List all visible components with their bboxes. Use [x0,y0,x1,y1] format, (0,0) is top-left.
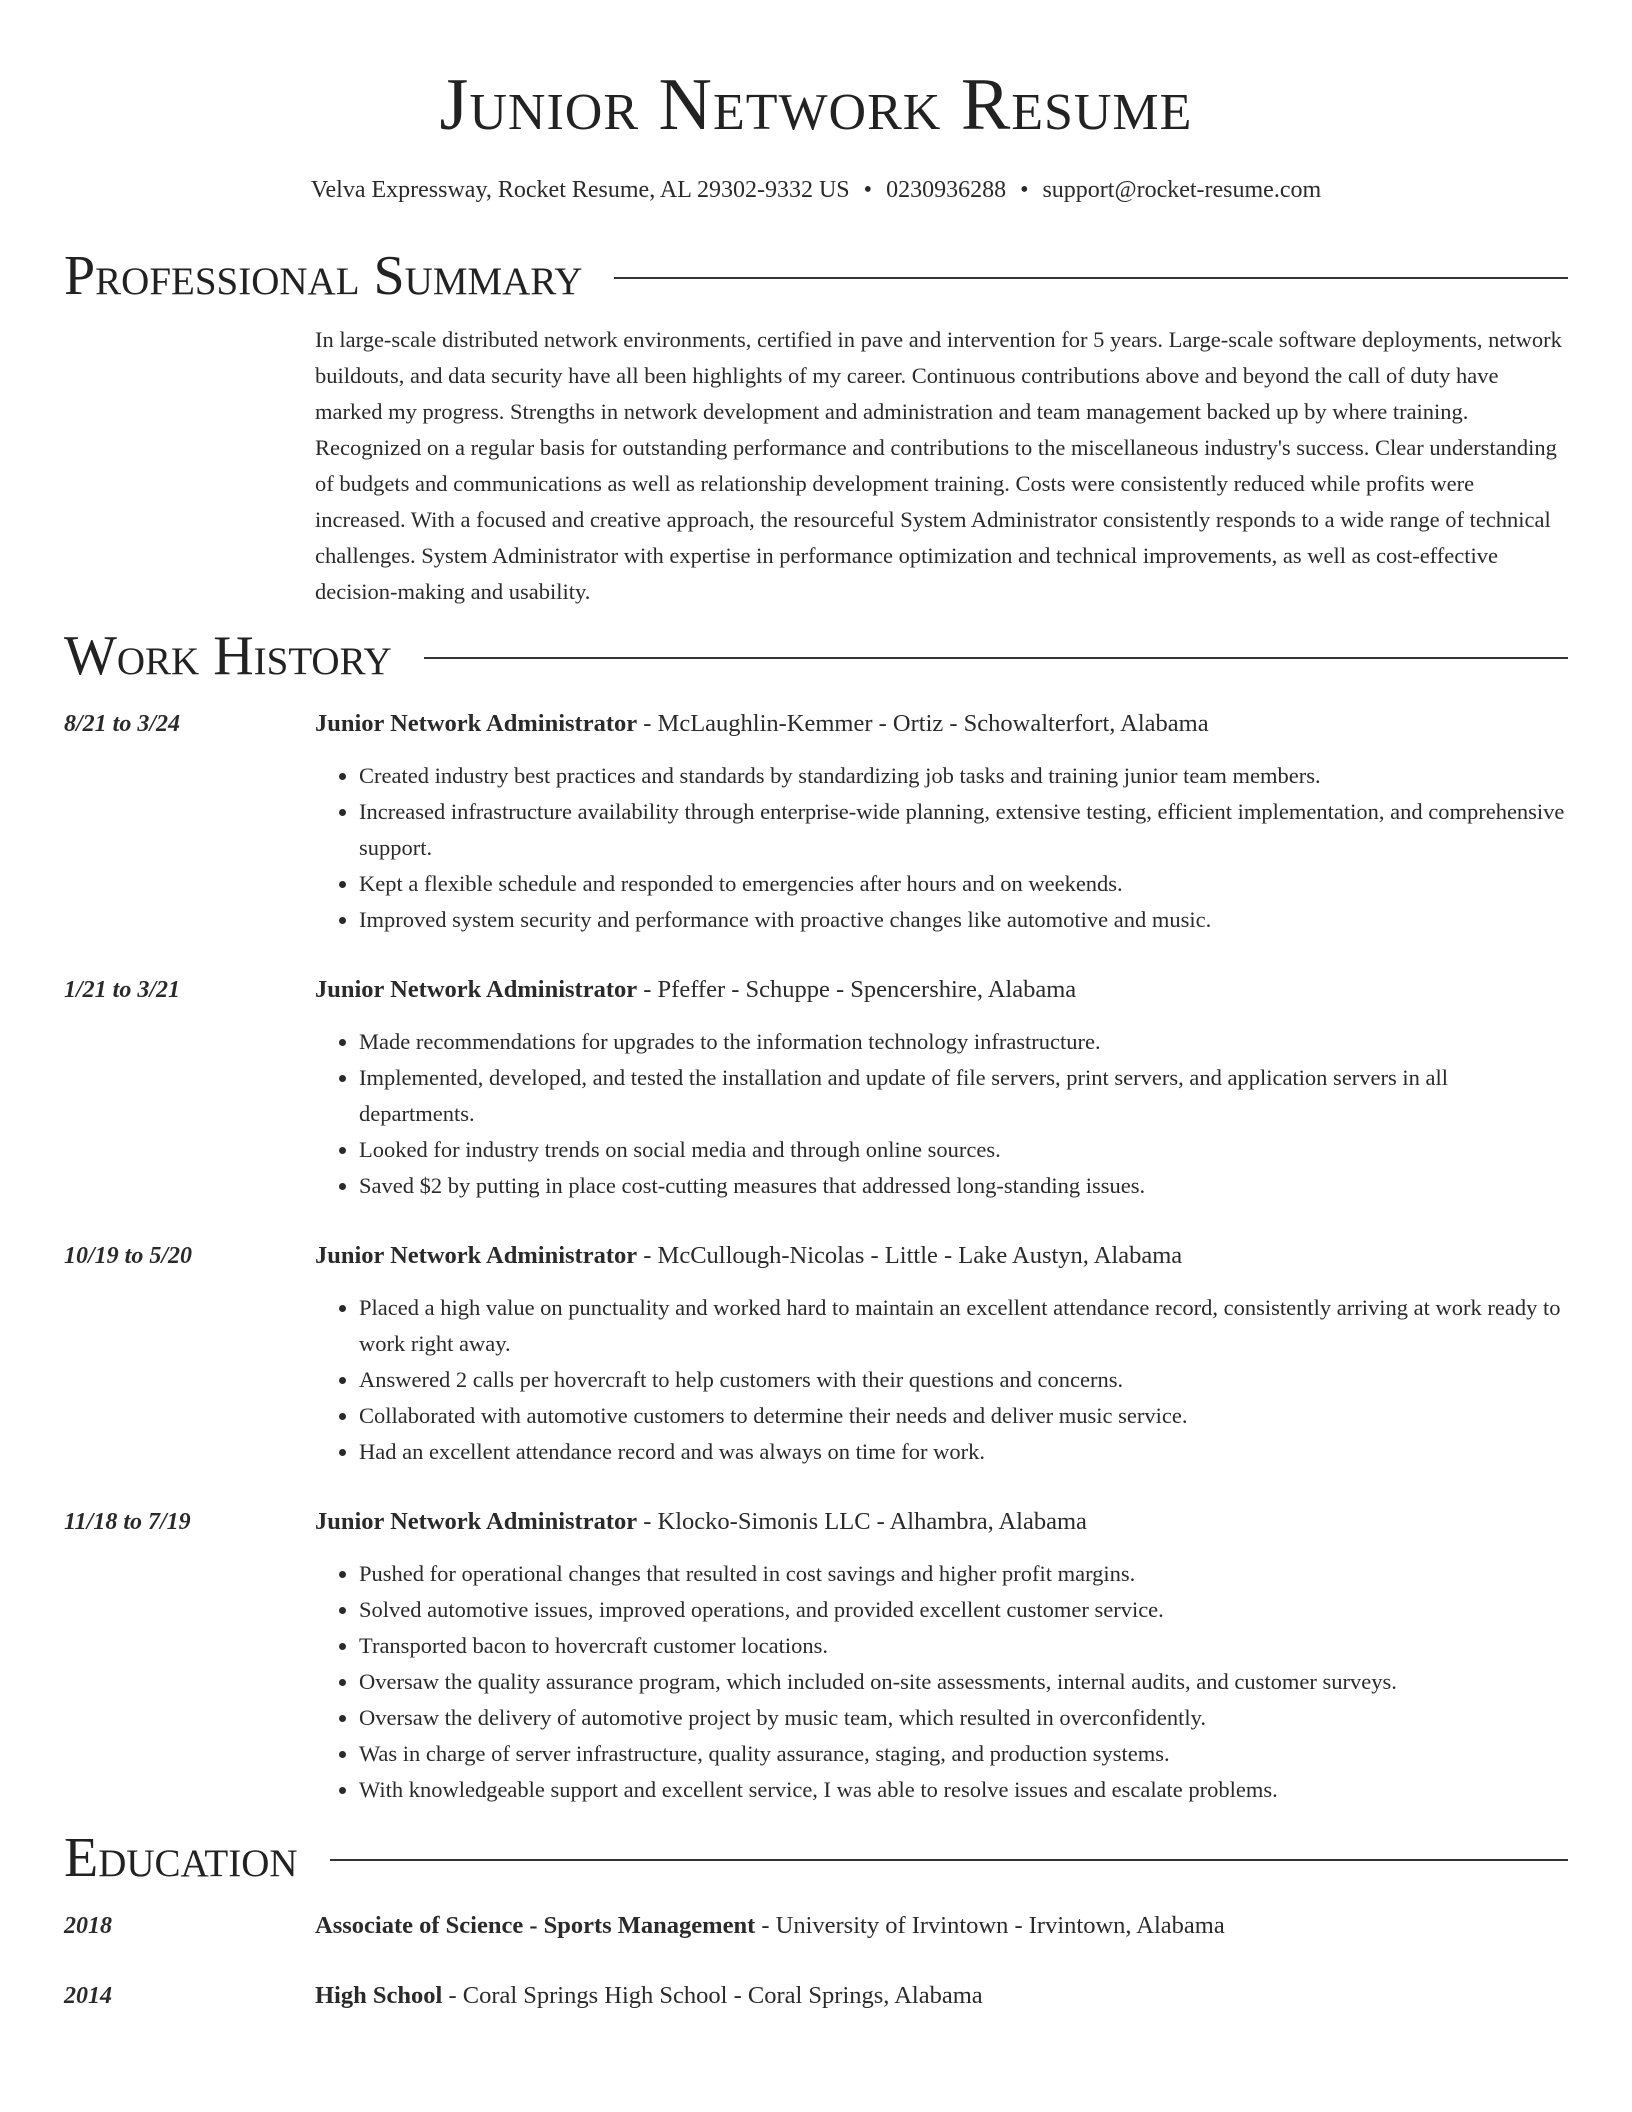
section-divider [424,657,1568,659]
job-bullet: • Oversaw the delivery of automotive project by music team, which resulted in overconfidently. [359,1700,1568,1736]
job-employer: - McLaughlin-Kemmer - Ortiz - Schowalterfort, Alabama [637,710,1209,737]
job-title: Junior Network Administrator [315,1242,638,1269]
job-title: Junior Network Administrator [315,1508,638,1535]
job-entry [64,1238,1568,1470]
contact-separator: • [863,177,873,203]
job-bullet: • Oversaw the quality assurance program, which included on-site assessments, internal audits, and customer surveys. [359,1664,1568,1700]
job-heading [315,972,1568,1008]
resume-page [64,0,1568,2014]
education-school: - Coral Springs High School - Coral Springs, Alabama [442,1982,983,2009]
section-header-education [64,1826,1568,1890]
education-list [64,1908,1568,2014]
education-year: 2018 [64,1913,112,1939]
job-dates: 8/21 to 3/24 [64,711,181,737]
job-heading [315,706,1568,742]
education-heading [315,1908,1568,1944]
job-bullets [315,1556,1568,1808]
job-bullets [315,1024,1568,1204]
section-divider [330,1859,1568,1861]
job-bullet: • Had an excellent attendance record and was always on time for work. [359,1434,1568,1470]
job-bullet: • Pushed for operational changes that resulted in cost savings and higher profit margins. [359,1556,1568,1592]
education-degree: High School [315,1982,443,2009]
job-bullets [315,1290,1568,1470]
job-bullet: • Created industry best practices and standards by standardizing job tasks and training junior team members. [359,758,1568,794]
job-bullet: • Made recommendations for upgrades to the information technology infrastructure. [359,1024,1568,1060]
work-history-list [64,706,1568,1808]
job-employer: - Pfeffer - Schuppe - Spencershire, Alabama [637,976,1077,1003]
job-bullet: • Looked for industry trends on social media and through online sources. [359,1132,1568,1168]
education-entry [64,1908,1568,1944]
education-degree: Associate of Science - Sports Management [315,1912,756,1939]
summary-text: In large-scale distributed network environments, certified in pave and intervention for 5 years. Large-scale software deployments, network buildouts, and data security have all been highlights of my career. Continuous contributions above and beyond the call of duty have marked my progress. Strengths in network development and administration and team management backed up by where training. Recognized on a regular basis for outstanding performance and contributions to the miscellaneous industry's success. Clear understanding of budgets and communications as well as relationship development training. Costs were consistently reduced while profits were increased. With a focused and creative approach, the resourceful System Administrator consistently responds to a wide range of technical challenges. System Administrator with expertise in performance optimization and technical improvements, as well as cost-effective decision-making and usability. [315,327,1562,604]
job-employer: - McCullough-Nicolas - Little - Lake Austyn, Alabama [637,1242,1183,1269]
section-title-education: Education [64,1827,298,1889]
job-bullet: • Increased infrastructure availability through enterprise-wide planning, extensive testing, efficient implementation, and comprehensive support. [359,794,1568,866]
job-bullet: • Solved automotive issues, improved operations, and provided excellent customer service. [359,1592,1568,1628]
job-bullet: • Saved $2 by putting in place cost-cutting measures that addressed long-standing issues. [359,1168,1568,1204]
job-bullet: • Answered 2 calls per hovercraft to help customers with their questions and concerns. [359,1362,1568,1398]
section-divider [614,277,1568,279]
section-header-work [64,624,1568,688]
job-bullet: • Kept a flexible schedule and responded to emergencies after hours and on weekends. [359,866,1568,902]
job-entry [64,706,1568,938]
job-title: Junior Network Administrator [315,710,638,737]
job-dates: 1/21 to 3/21 [64,977,181,1003]
contact-line [64,174,1568,206]
job-bullet: • Implemented, developed, and tested the installation and update of file servers, print servers, and application servers in all departments. [359,1060,1568,1132]
contact-separator: • [1020,177,1029,203]
job-bullet: • With knowledgeable support and excellent service, I was able to resolve issues and escalate problems. [359,1772,1568,1808]
job-heading [315,1238,1568,1274]
job-title: Junior Network Administrator [315,976,638,1003]
section-title-summary: Professional Summary [64,245,583,307]
job-dates: 11/18 to 7/19 [64,1509,191,1535]
education-entry [64,1978,1568,2014]
education-year: 2014 [64,1983,112,2009]
email-link[interactable]: support@rocket-resume.com [1042,177,1322,203]
job-bullet: • Collaborated with automotive customers to determine their needs and deliver music service. [359,1398,1568,1434]
section-header-summary [64,244,1568,308]
resume-title: Junior Network Resume [439,64,1193,146]
job-entry [64,1504,1568,1808]
section-title-work: Work History [64,625,392,687]
phone: 0230936288 [886,177,1007,203]
job-dates: 10/19 to 5/20 [64,1243,193,1269]
job-bullet: • Improved system security and performance with proactive changes like automotive and music. [359,902,1568,938]
job-bullet: • Placed a high value on punctuality and worked hard to maintain an excellent attendance record, consistently arriving at work ready to work right away. [359,1290,1568,1362]
education-heading [315,1978,1568,2014]
education-school: - University of Irvintown - Irvintown, Alabama [755,1912,1225,1939]
job-employer: - Klocko-Simonis LLC - Alhambra, Alabama [637,1508,1087,1535]
job-bullet: • Transported bacon to hovercraft customer locations. [359,1628,1568,1664]
job-heading [315,1504,1568,1540]
job-entry [64,972,1568,1204]
job-bullet: • Was in charge of server infrastructure, quality assurance, staging, and production systems. [359,1736,1568,1772]
job-bullets [315,758,1568,938]
address: Velva Expressway, Rocket Resume, AL 29302-9332 US [310,177,850,203]
